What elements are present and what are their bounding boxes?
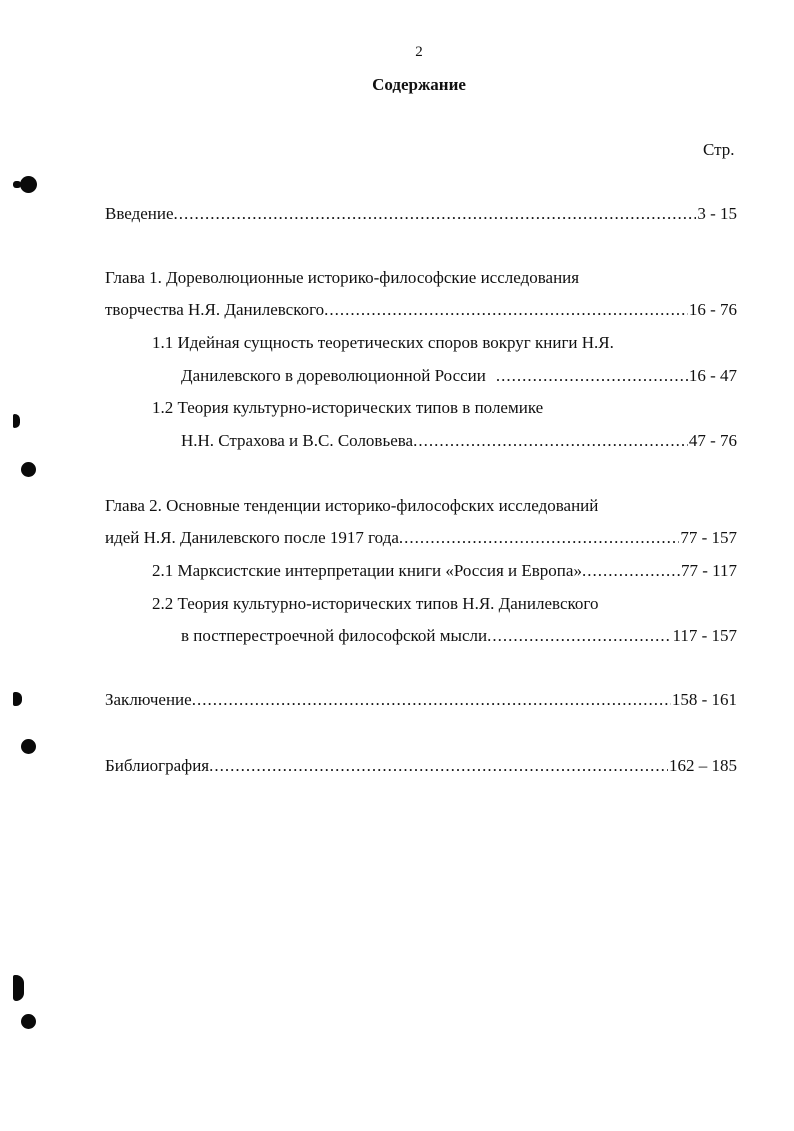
- punch-hole-mark: [21, 462, 36, 477]
- toc-entry-pages: 162 – 185: [669, 756, 737, 775]
- section2-2-line1: 2.2 Теория культурно-исторических типов Н.Я. Данилевского: [152, 594, 599, 613]
- toc-entry-label: Данилевского в дореволюционной России: [181, 366, 486, 385]
- toc-entry-pages: 16 - 76: [688, 300, 737, 319]
- leader-dots: [209, 756, 668, 776]
- toc-entry-pages: 47 - 76: [688, 431, 737, 450]
- section1-2-line1: 1.2 Теория культурно-исторических типов в полемике: [152, 398, 544, 417]
- toc-entry-conclusion: [105, 690, 737, 710]
- leader-dots: [582, 561, 680, 581]
- toc-entry-chapter1: [105, 300, 737, 320]
- leader-dots: [496, 366, 688, 386]
- leader-dots: [324, 300, 688, 320]
- scan-mark: [13, 181, 21, 188]
- section1-1-line1: 1.1 Идейная сущность теоретических споров вокруг книги Н.Я.: [152, 333, 614, 352]
- toc-entry-pages: 16 - 47: [688, 366, 737, 385]
- chapter1-heading-line1: Глава 1. Дореволюционные историко-философские исследования: [105, 268, 580, 287]
- toc-entry-label: в постперестроечной философской мысли: [181, 626, 488, 645]
- toc-entry-pages: 3 - 15: [697, 204, 737, 223]
- leader-dots: [413, 431, 688, 451]
- toc-entry-label: 2.1 Марксистские интерпретации книги «Россия и Европа»: [152, 561, 582, 580]
- leader-dots: [487, 626, 671, 646]
- toc-entry-label: Н.Н. Страхова и В.С. Соловьева: [181, 431, 414, 450]
- toc-entry-label: идей Н.Я. Данилевского после 1917 года: [105, 528, 399, 547]
- punch-hole-mark: [21, 739, 36, 754]
- toc-entry-section2-1: [152, 561, 737, 581]
- punch-hole-mark: [21, 1014, 36, 1029]
- toc-entry-section1-1: [181, 366, 737, 386]
- toc-entry-chapter2: [105, 528, 737, 548]
- punch-hole-mark: [20, 176, 37, 193]
- leader-dots: [399, 528, 679, 548]
- toc-entry-pages: 117 - 157: [672, 626, 737, 645]
- toc-entry-section1-2: [181, 431, 737, 451]
- chapter2-heading-line1: Глава 2. Основные тенденции историко-философских исследований: [105, 496, 599, 515]
- toc-entry-pages: 77 - 157: [680, 528, 737, 547]
- toc-entry-bibliography: [105, 756, 737, 776]
- toc-entry-pages: 77 - 117: [680, 561, 737, 580]
- scan-mark: [13, 692, 22, 706]
- scan-mark: [13, 414, 20, 428]
- toc-entry-section2-2: [181, 626, 737, 646]
- toc-entry-label: Введение: [105, 204, 174, 223]
- page-number: 2: [415, 44, 423, 60]
- toc-entry-label: творчества Н.Я. Данилевского: [105, 300, 325, 319]
- scan-mark: [13, 975, 24, 1001]
- page-column-label: Стр.: [703, 140, 735, 159]
- toc-entry-label: Библиография: [105, 756, 210, 775]
- leader-dots: [174, 204, 697, 224]
- toc-entry-label: Заключение: [105, 690, 192, 709]
- toc-entry-pages: 158 - 161: [671, 690, 737, 709]
- leader-dots: [192, 690, 671, 710]
- toc-entry-intro: [105, 204, 737, 224]
- page-title: Содержание: [372, 75, 466, 94]
